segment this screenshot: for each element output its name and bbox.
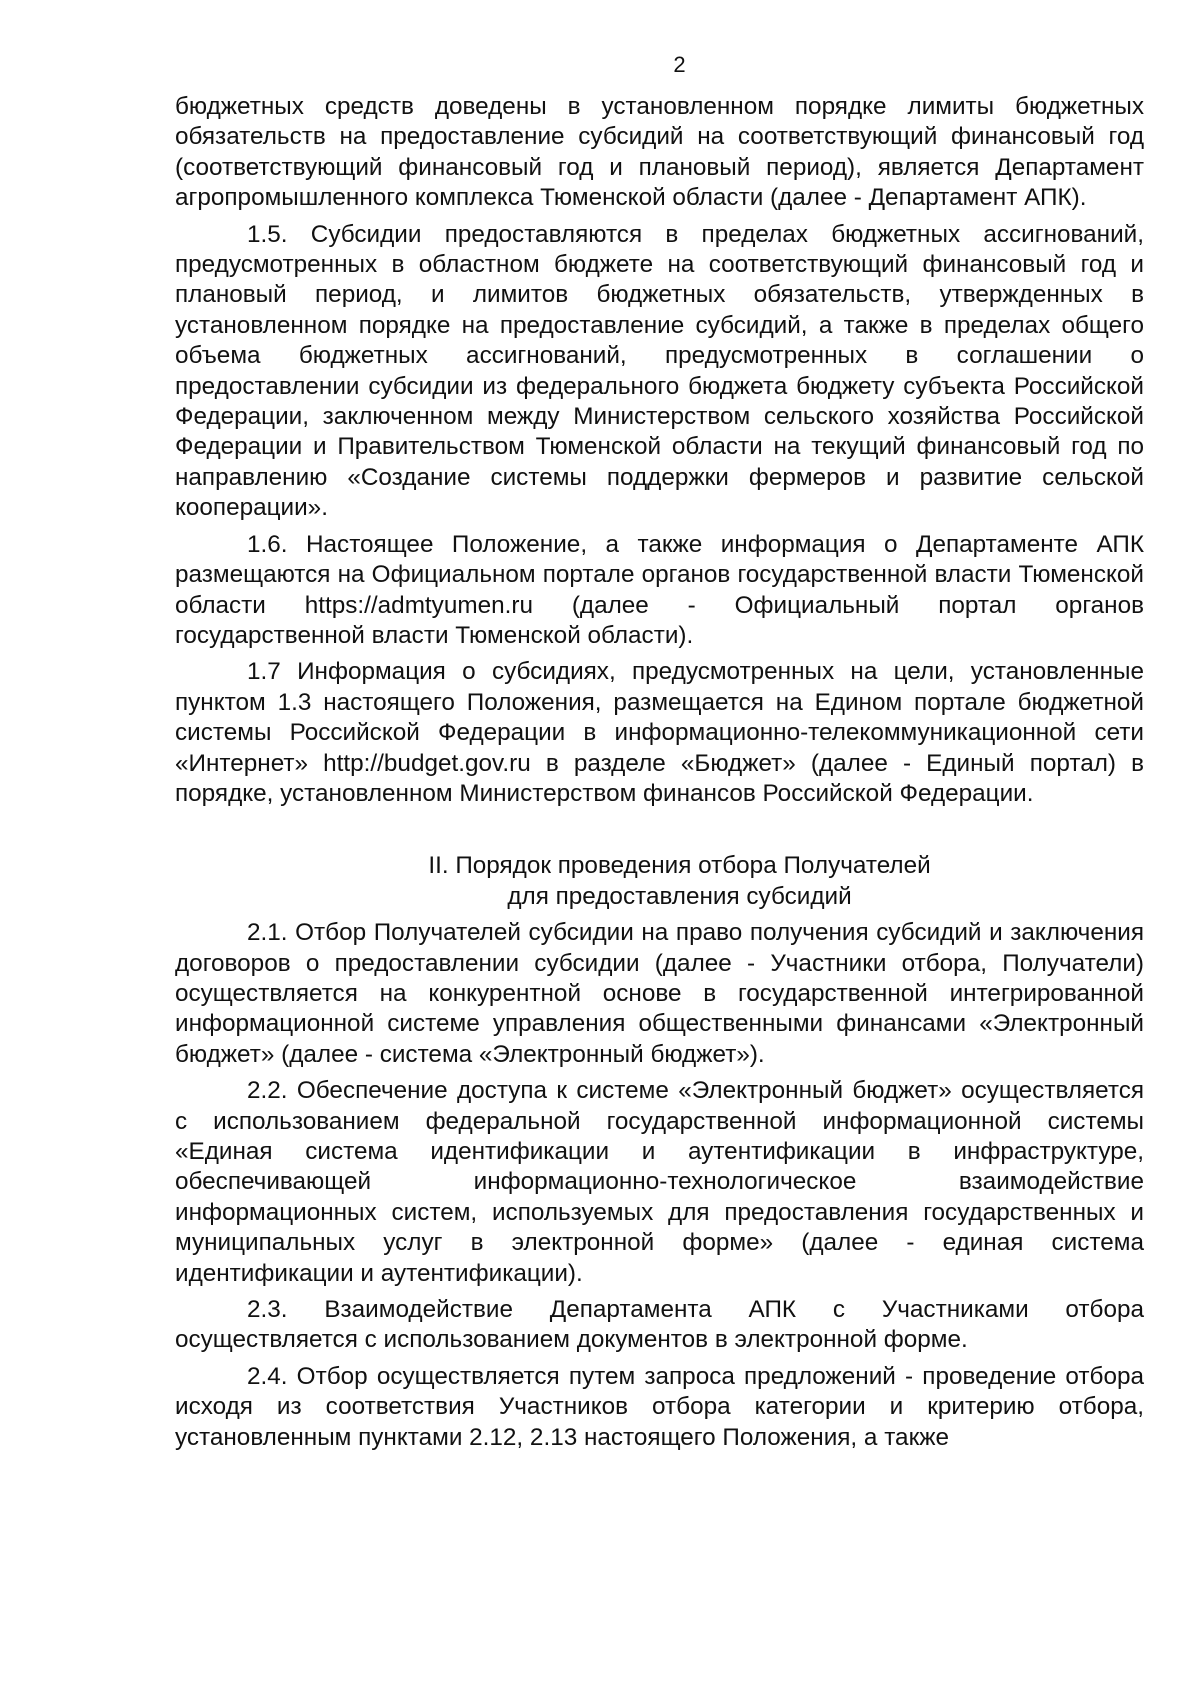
paragraph-1-6: 1.6. Настоящее Положение, а также информация о Департаменте АПК размещаются на Официальном портале органов государственной власти Тюменской области https://admtyumen.ru (далее - Официальный портал органов государственной власти Тюменской области). — [175, 530, 1144, 649]
paragraph-1-5: 1.5. Субсидии предоставляются в пределах бюджетных ассигнований, предусмотренных в областном бюджете на соответствующий финансовый год и плановый период, и лимитов бюджетных обязательств, утвержденных в установленном порядке на предоставление субсидий, а также в пределах общего объема бюджетных ассигнований, предусмотренных в соглашении о предоставлении субсидии из федерального бюджета бюджету субъекта Российской Федерации, заключенном между Министерством сельского хозяйства Российской Федерации и Правительством Тюменской области на текущий финансовый год по направлению «Создание системы поддержки фермеров и развитие сельской кооперации». — [175, 220, 1144, 522]
paragraph-1-7: 1.7 Информация о субсидиях, предусмотренных на цели, установленные пунктом 1.3 настоящего Положения, размещается на Едином портале бюджетной системы Российской Федерации в информационно-телекоммуникационной сети «Интернет» http://budget.gov.ru в разделе «Бюджет» (далее - Единый портал) в порядке, установленном Министерством финансов Российской Федерации. — [175, 658, 1144, 807]
section-heading-line-1: II. Порядок проведения отбора Получателей — [428, 852, 931, 880]
paragraph-2-4: 2.4. Отбор осуществляется путем запроса предложений - проведение отбора исходя из соответствия Участников отбора категории и критерию отбора, установленным пунктами 2.12, 2.13 настоящего Положения, а также — [175, 1362, 1144, 1451]
section-heading — [175, 851, 1144, 912]
paragraph-2-2: 2.2. Обеспечение доступа к системе «Электронный бюджет» осуществляется с использованием федеральной государственной информационной системы «Единая система идентификации и аутентификации в инфраструктуре, обеспечивающей информационно-технологическое взаимодействие информационных систем, используемых для предоставления государственных и муниципальных услуг в электронной форме» (далее - единая система идентификации и аутентификации). — [175, 1077, 1144, 1287]
paragraph-2-1: 2.1. Отбор Получателей субсидии на право получения субсидий и заключения договоров о предоставлении субсидии (далее - Участники отбора, Получатели) осуществляется на конкурентной основе в государственной интегрированной информационной системе управления общественными финансами «Электронный бюджет» (далее - система «Электронный бюджет»). — [175, 919, 1144, 1068]
document-page — [175, 52, 1144, 1459]
section-heading-line-2: для предоставления субсидий — [507, 882, 852, 910]
paragraph-2-3: 2.3. Взаимодействие Департамента АПК с Участниками отбора осуществляется с использованием документов в электронной форме. — [175, 1296, 1144, 1354]
page-number: 2 — [673, 52, 686, 77]
paragraph-continuation: бюджетных средств доведены в установленном порядке лимиты бюджетных обязательств на предоставление субсидий на соответствующий финансовый год (соответствующий финансовый год и плановый период), является Департамент агропромышленного комплекса Тюменской области (далее - Департамент АПК). — [175, 93, 1144, 212]
